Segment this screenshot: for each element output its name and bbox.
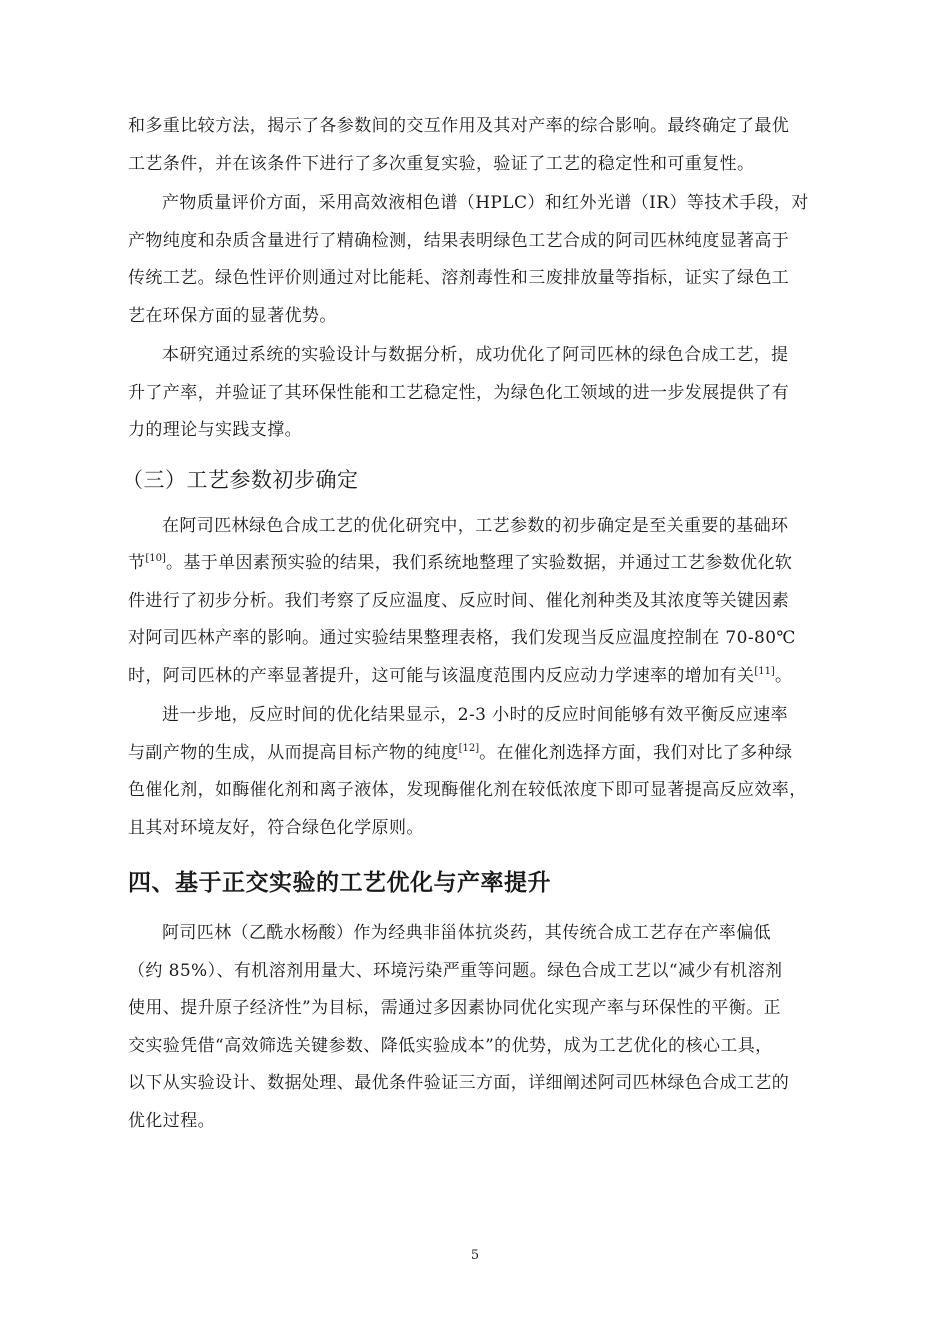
citation-ref: [12] xyxy=(458,742,480,754)
paragraph-parameter-determination xyxy=(128,508,860,696)
section-heading-3: （三）工艺参数初步确定 xyxy=(122,467,359,492)
text-line: 艺在环保方面的显著优势。 xyxy=(128,305,337,326)
text-segment: 节 xyxy=(128,553,146,573)
text-line: （约 85%）、有机溶剂用量大、环境污染严重等问题。绿色合成工艺以“减少有机溶剂 xyxy=(128,960,783,981)
paragraph-methods-continued xyxy=(128,108,860,183)
text-line: 优化过程。 xyxy=(128,1110,215,1131)
text-line: 阿司匹林（乙酰水杨酸）作为经典非甾体抗炎药，其传统合成工艺存在产率偏低 xyxy=(162,923,771,943)
text-line: 对阿司匹林产率的影响。通过实验结果整理表格，我们发现当反应温度控制在 70-80℃ xyxy=(128,628,796,648)
paragraph-conclusion xyxy=(128,337,860,450)
text-line: 力的理论与实践支撑。 xyxy=(128,420,302,440)
text-line: 产物纯度和杂质含量进行了精确检测，结果表明绿色工艺合成的阿司匹林纯度显著高于 xyxy=(128,230,790,251)
text-line: 以下从实验设计、数据处理、最优条件验证三方面，详细阐述阿司匹林绿色合成工艺的 xyxy=(128,1073,790,1093)
text-line: 传统工艺。绿色性评价则通过对比能耗、溶剂毒性和三废排放量等指标，证实了绿色工 xyxy=(128,268,790,288)
text-line: 件进行了初步分析。我们考察了反应温度、反应时间、催化剂种类及其浓度等关键因素 xyxy=(128,590,790,611)
text-line: 在阿司匹林绿色合成工艺的优化研究中，工艺参数的初步确定是至关重要的基础环 xyxy=(162,515,789,536)
text-line xyxy=(128,658,860,696)
citation-ref: [10] xyxy=(145,553,166,564)
text-line: 色催化剂，如酶催化剂和离子液体，发现酶催化剂在较低浓度下即可显著提高反应效率， xyxy=(128,780,807,800)
text-line: 产物质量评价方面，采用高效液相色谱（HPLC）和红外光谱（IR）等技术手段，对 xyxy=(162,193,809,213)
text-line: 使用、提升原子经济性”为目标，需通过多因素协同优化实现产率与环保性的平衡。正 xyxy=(128,998,781,1018)
text-segment: 。 xyxy=(774,665,793,686)
text-line: 交实验凭借“高效筛选关键参数、降低实验成本”的优势，成为工艺优化的核心工具， xyxy=(128,1035,773,1056)
text-segment: 与副产物的生成，从而提高目标产物的纯度 xyxy=(128,742,459,763)
text-line xyxy=(128,545,860,583)
text-segment: 。在催化剂选择方面，我们对比了多种绿 xyxy=(479,742,793,763)
text-segment: 时，阿司匹林的产率显著提升，这可能与该温度范围内反应动力学速率的增加有关 xyxy=(128,665,755,686)
section-heading-2: 四、基于正交实验的工艺优化与产率提升 xyxy=(128,870,551,896)
page-body xyxy=(122,108,860,1142)
text-line: 和多重比较方法，揭示了各参数间的交互作用及其对产率的综合影响。最终确定了最优 xyxy=(128,116,790,136)
page-number: 5 xyxy=(470,1248,480,1263)
text-segment: 。基于单因素预实验的结果，我们系统地整理了实验数据，并通过工艺参数优化软 xyxy=(165,553,793,573)
text-line: 工艺条件，并在该条件下进行了多次重复实验，验证了工艺的稳定性和可重复性。 xyxy=(128,153,755,174)
paragraph-reaction-time xyxy=(128,697,860,847)
paragraph-quality-evaluation xyxy=(128,185,860,335)
text-line: 且其对环境友好，符合绿色化学原则。 xyxy=(128,817,424,838)
paragraph-orthogonal-intro xyxy=(128,915,860,1140)
text-line: 进一步地，反应时间的优化结果显示，2-3 小时的反应时间能够有效平衡反应速率 xyxy=(162,705,788,725)
text-line xyxy=(128,735,860,773)
text-line: 升了产率，并验证了其环保性能和工艺稳定性，为绿色化工领域的进一步发展提供了有 xyxy=(128,382,790,403)
text-line: 本研究通过系统的实验设计与数据分析，成功优化了阿司匹林的绿色合成工艺，提 xyxy=(162,345,789,365)
citation-ref: [11] xyxy=(754,665,775,677)
